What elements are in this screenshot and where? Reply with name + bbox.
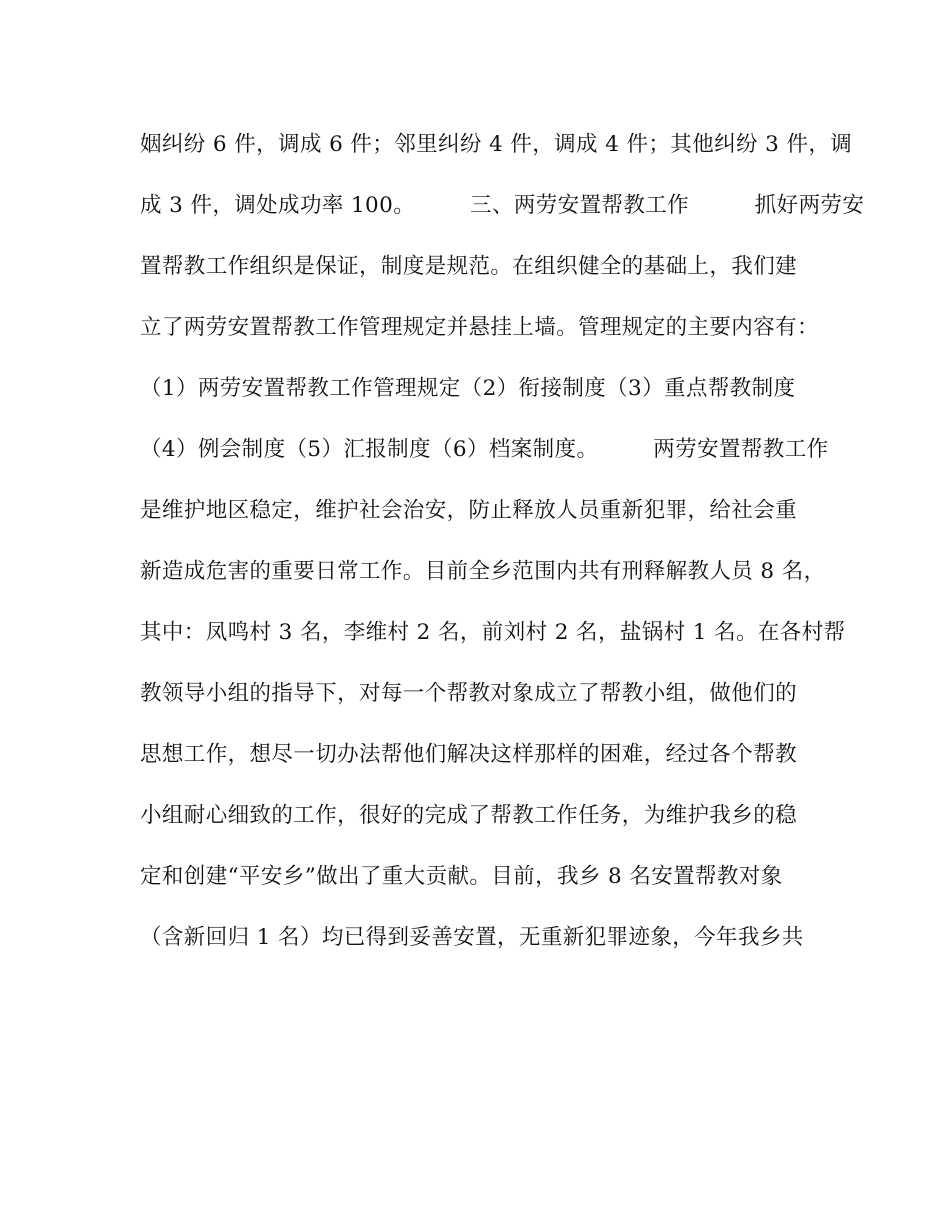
text-line: 姻纠纷 6 件，调成 6 件；邻里纠纷 4 件，调成 4 件；其他纠纷 3 件，调 — [140, 132, 853, 157]
text-line: 思想工作，想尽一切办法帮他们解决这样那样的困难，经过各个帮教 — [140, 742, 798, 767]
text-line: （1）两劳安置帮教工作管理规定（2）衔接制度（3）重点帮教制度 — [140, 376, 796, 401]
text-line: 教领导小组的指导下，对每一个帮教对象成立了帮教小组，做他们的 — [140, 681, 798, 706]
text-line: 新造成危害的重要日常工作。目前全乡范围内共有刑释解教人员 8 名， — [140, 559, 826, 584]
text-line: 是维护地区稳定，维护社会治安，防止释放人员重新犯罪，给社会重 — [140, 498, 798, 523]
text-line: 成 3 件，调处成功率 100。 三、两劳安置帮教工作 抓好两劳安 — [140, 193, 865, 218]
text-line: 立了两劳安置帮教工作管理规定并悬挂上墙。管理规定的主要内容有： — [140, 315, 819, 340]
text-line: 定和创建“平安乡”做出了重大贡献。目前，我乡 8 名安置帮教对象 — [140, 864, 783, 889]
text-line: 其中：凤鸣村 3 名，李维村 2 名，前刘村 2 名，盐锅村 1 名。在各村帮 — [140, 620, 846, 645]
text-line: （含新回归 1 名）均已得到妥善安置，无重新犯罪迹象，今年我乡共 — [140, 925, 804, 950]
text-line: （4）例会制度（5）汇报制度（6）档案制度。 两劳安置帮教工作 — [140, 437, 829, 462]
text-line: 置帮教工作组织是保证，制度是规范。在组织健全的基础上，我们建 — [140, 254, 798, 279]
body-text — [140, 118, 865, 972]
text-line: 小组耐心细致的工作，很好的完成了帮教工作任务，为维护我乡的稳 — [140, 803, 798, 828]
